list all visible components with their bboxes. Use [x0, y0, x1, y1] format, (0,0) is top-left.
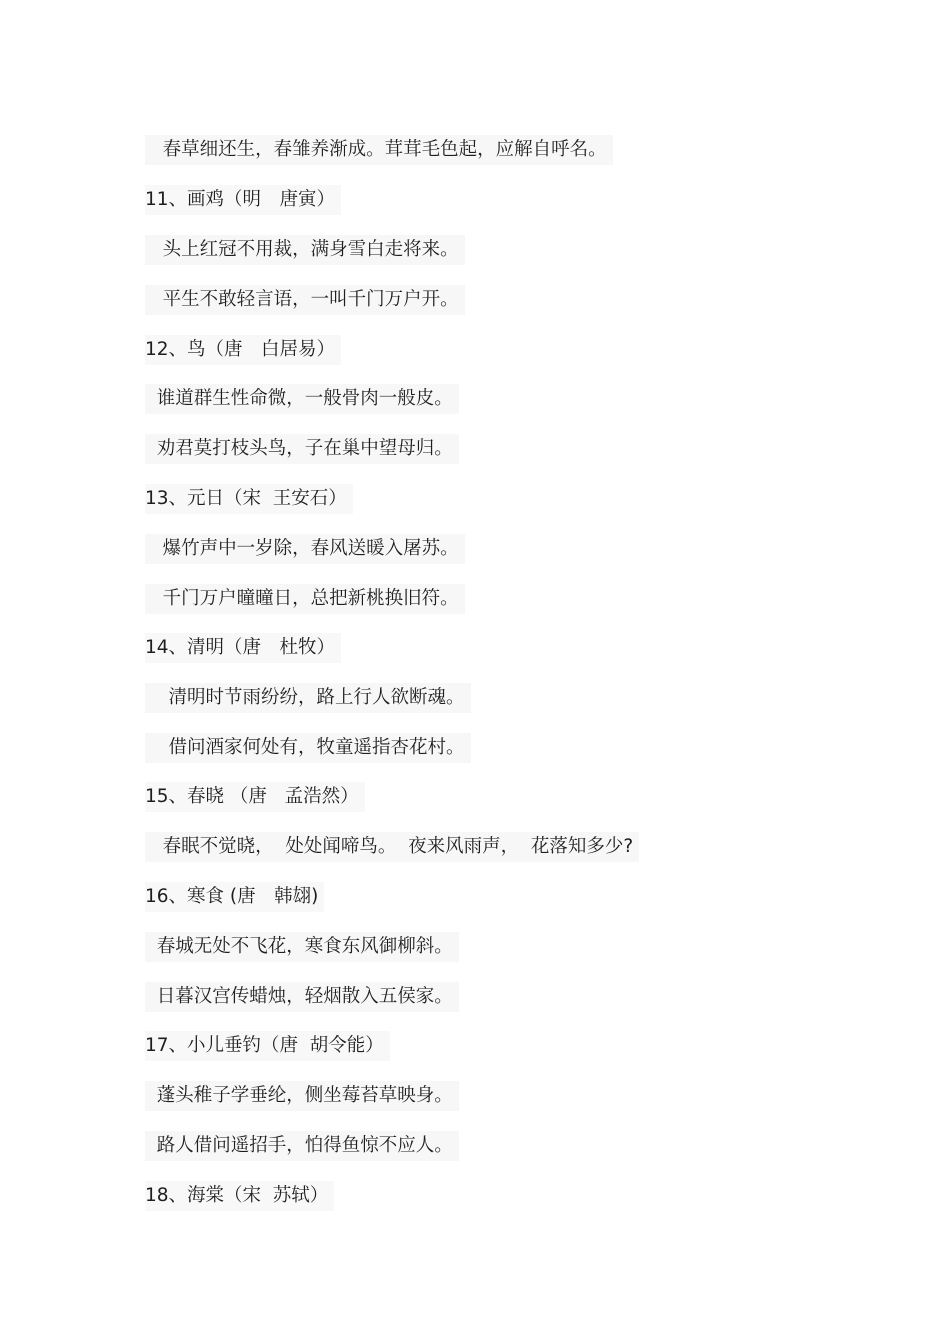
poem-verse-line: 平生不敢轻言语，一叫千门万户开。 — [145, 285, 465, 315]
poem-verse-line: 谁道群生性命微，一般骨肉一般皮。 — [145, 384, 459, 414]
poem-verse-line: 爆竹声中一岁除，春风送暖入屠苏。 — [145, 534, 465, 564]
poem-verse-line: 千门万户曈曈日，总把新桃换旧符。 — [145, 584, 465, 614]
poem-title-line: 18、海棠（宋 苏轼） — [145, 1181, 334, 1211]
poem-verse-line: 日暮汉宫传蜡烛，轻烟散入五侯家。 — [145, 982, 459, 1012]
poem-verse-line: 路人借问遥招手，怕得鱼惊不应人。 — [145, 1131, 459, 1161]
poem-title-line: 14、清明（唐 杜牧） — [145, 633, 341, 663]
poem-verse-line: 春城无处不飞花，寒食东风御柳斜。 — [145, 932, 459, 962]
poem-title-line: 13、元日（宋 王安石） — [145, 484, 353, 514]
poem-verse-line: 头上红冠不用裁，满身雪白走将来。 — [145, 235, 465, 265]
poem-title-line: 16、寒食 (唐 韩翃) — [145, 882, 324, 912]
poem-verse-line: 清明时节雨纷纷，路上行人欲断魂。 — [145, 683, 471, 713]
poem-title-line: 11、画鸡（明 唐寅） — [145, 185, 341, 215]
poem-verse-line: 春草细还生，春雏养渐成。茸茸毛色起，应解自呼名。 — [145, 135, 613, 165]
poem-title-line: 17、小儿垂钓（唐 胡令能） — [145, 1031, 390, 1061]
poem-title-line: 12、鸟（唐 白居易） — [145, 335, 341, 365]
poem-verse-line: 蓬头稚子学垂纶，侧坐莓苔草映身。 — [145, 1081, 459, 1111]
poem-verse-line: 借问酒家何处有，牧童遥指杏花村。 — [145, 733, 471, 763]
poem-verse-line: 春眠不觉晓， 处处闻啼鸟。 夜来风雨声， 花落知多少? — [145, 832, 639, 862]
poem-verse-line: 劝君莫打枝头鸟，子在巢中望母归。 — [145, 434, 459, 464]
poem-title-line: 15、春晓 （唐 孟浩然） — [145, 782, 365, 812]
